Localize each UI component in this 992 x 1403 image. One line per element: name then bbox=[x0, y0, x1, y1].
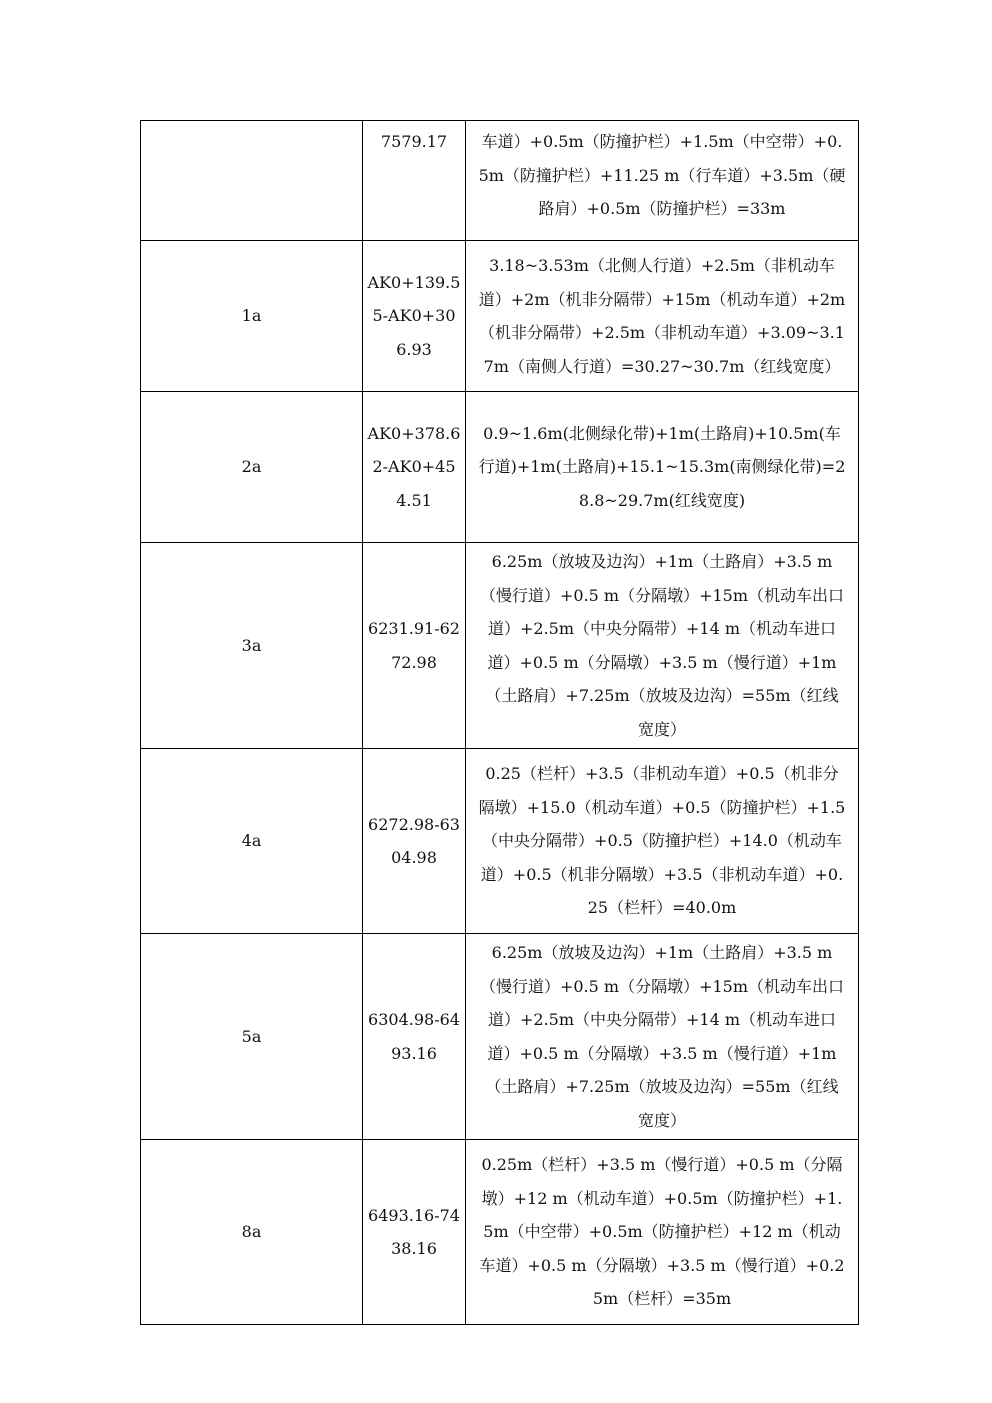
table-row bbox=[141, 934, 859, 1140]
section-id-cell: 3a bbox=[141, 543, 363, 749]
section-id-cell bbox=[141, 121, 363, 241]
stake-range-cell: 7579.17 bbox=[363, 121, 466, 241]
section-id-cell: 2a bbox=[141, 392, 363, 543]
cross-section-table bbox=[140, 120, 859, 1325]
table-row bbox=[141, 121, 859, 241]
width-composition-cell: 3.18~3.53m（北侧人行道）+2.5m（非机动车道）+2m（机非分隔带）+15m（机动车道）+2m（机非分隔带）+2.5m（非机动车道）+3.09~3.17m（南侧人行道）=30.27~30.7m（红线宽度） bbox=[466, 241, 859, 392]
section-id-cell: 4a bbox=[141, 749, 363, 934]
section-id-cell: 8a bbox=[141, 1140, 363, 1325]
table-row bbox=[141, 241, 859, 392]
table-row bbox=[141, 543, 859, 749]
section-id-cell: 1a bbox=[141, 241, 363, 392]
stake-range-cell: 6231.91-6272.98 bbox=[363, 543, 466, 749]
section-id-cell: 5a bbox=[141, 934, 363, 1140]
width-composition-cell: 车道）+0.5m（防撞护栏）+1.5m（中空带）+0.5m（防撞护栏）+11.25 m（行车道）+3.5m（硬路肩）+0.5m（防撞护栏）=33m bbox=[466, 121, 859, 241]
width-composition-cell: 0.25（栏杆）+3.5（非机动车道）+0.5（机非分隔墩）+15.0（机动车道）+0.5（防撞护栏）+1.5（中央分隔带）+0.5（防撞护栏）+14.0（机动车道）+0.5（机非分隔墩）+3.5（非机动车道）+0.25（栏杆）=40.0m bbox=[466, 749, 859, 934]
table-row bbox=[141, 749, 859, 934]
width-composition-cell: 0.9~1.6m(北侧绿化带)+1m(土路肩)+10.5m(车行道)+1m(土路肩)+15.1~15.3m(南侧绿化带)=28.8~29.7m(红线宽度) bbox=[466, 392, 859, 543]
width-composition-cell: 0.25m（栏杆）+3.5 m（慢行道）+0.5 m（分隔墩）+12 m（机动车道）+0.5m（防撞护栏）+1.5m（中空带）+0.5m（防撞护栏）+12 m（机动车道）+0.5 m（分隔墩）+3.5 m（慢行道）+0.25m（栏杆）=35m bbox=[466, 1140, 859, 1325]
stake-range-cell: AK0+139.55-AK0+306.93 bbox=[363, 241, 466, 392]
table-row bbox=[141, 392, 859, 543]
stake-range-cell: 6304.98-6493.16 bbox=[363, 934, 466, 1140]
width-composition-cell: 6.25m（放坡及边沟）+1m（土路肩）+3.5 m（慢行道）+0.5 m（分隔墩）+15m（机动车出口道）+2.5m（中央分隔带）+14 m（机动车进口道）+0.5 m（分隔墩）+3.5 m（慢行道）+1m（土路肩）+7.25m（放坡及边沟）=55m（红线宽度） bbox=[466, 934, 859, 1140]
stake-range-cell: AK0+378.62-AK0+454.51 bbox=[363, 392, 466, 543]
stake-range-cell: 6272.98-6304.98 bbox=[363, 749, 466, 934]
table-row bbox=[141, 1140, 859, 1325]
stake-range-cell: 6493.16-7438.16 bbox=[363, 1140, 466, 1325]
width-composition-cell: 6.25m（放坡及边沟）+1m（土路肩）+3.5 m（慢行道）+0.5 m（分隔墩）+15m（机动车出口道）+2.5m（中央分隔带）+14 m（机动车进口道）+0.5 m（分隔墩）+3.5 m（慢行道）+1m（土路肩）+7.25m（放坡及边沟）=55m（红线宽度） bbox=[466, 543, 859, 749]
